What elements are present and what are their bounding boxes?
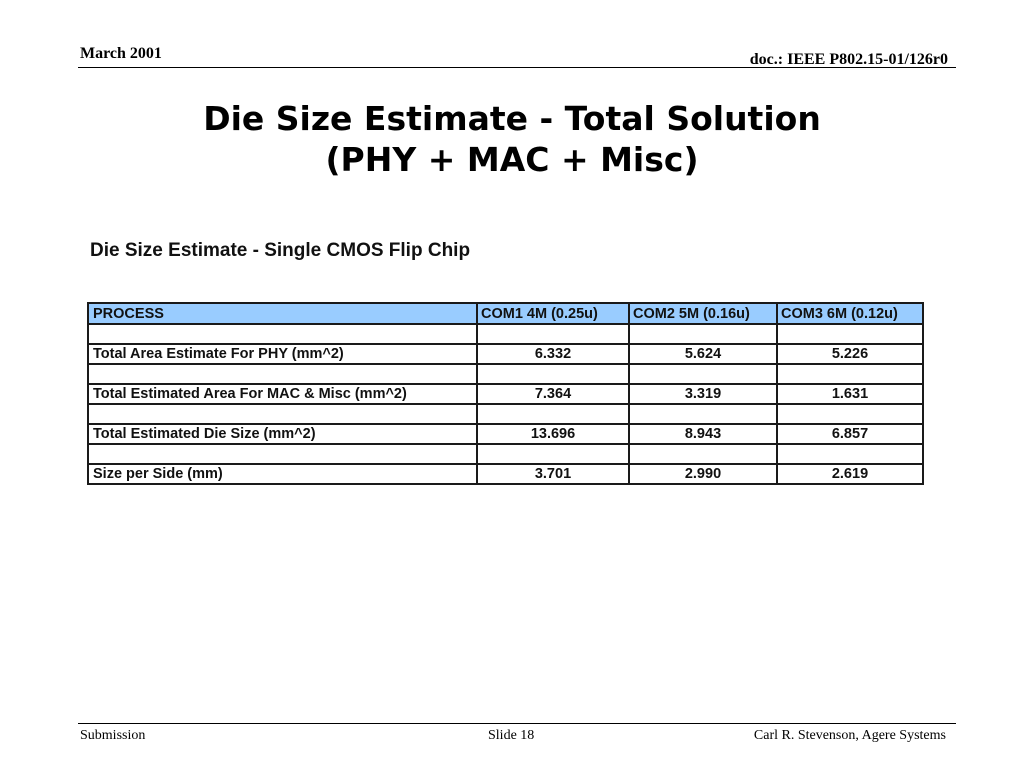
table-row: [88, 384, 923, 404]
figure-subtitle: Die Size Estimate - Single CMOS Flip Chip: [90, 240, 471, 261]
value-cell: 2.990: [629, 464, 777, 484]
value-cell: 6.857: [777, 424, 923, 444]
value-cell: 3.319: [629, 384, 777, 404]
value-cell: [477, 364, 629, 384]
value-cell: [477, 404, 629, 424]
footer-slide-number: Slide 18: [488, 728, 535, 743]
value-cell: [629, 444, 777, 464]
row-label-cell: Total Area Estimate For PHY (mm^2): [88, 344, 477, 364]
column-header: PROCESS: [88, 303, 477, 324]
slide-title-line-2: (PHY + MAC + Misc): [325, 140, 699, 179]
table-row: [88, 364, 923, 384]
footer-author: Carl R. Stevenson, Agere Systems: [753, 728, 946, 743]
table-row: [88, 464, 923, 484]
value-cell: [777, 444, 923, 464]
value-cell: 3.701: [477, 464, 629, 484]
slide-title: [0, 98, 1024, 180]
footer-submission: Submission: [80, 728, 146, 743]
value-cell: [477, 444, 629, 464]
slide-title-line-1: Die Size Estimate - Total Solution: [203, 99, 821, 138]
value-cell: 1.631: [777, 384, 923, 404]
value-cell: [777, 364, 923, 384]
table-row: [88, 324, 923, 344]
value-cell: [477, 324, 629, 344]
value-cell: 5.624: [629, 344, 777, 364]
footer-rule: [78, 723, 956, 724]
column-header: COM3 6M (0.12u): [777, 303, 923, 324]
value-cell: 13.696: [477, 424, 629, 444]
header-doc-id: doc.: IEEE P802.15-01/126r0: [749, 51, 948, 68]
row-label-cell: [88, 444, 477, 464]
row-label-cell: Total Estimated Area For MAC & Misc (mm^2): [88, 384, 477, 404]
die-size-table: [87, 302, 924, 485]
row-label-cell: [88, 404, 477, 424]
table-header-row: [88, 303, 923, 324]
table-row: [88, 444, 923, 464]
value-cell: [777, 404, 923, 424]
table-row: [88, 344, 923, 364]
column-header: COM2 5M (0.16u): [629, 303, 777, 324]
value-cell: [629, 364, 777, 384]
value-cell: [777, 324, 923, 344]
table-row: [88, 424, 923, 444]
row-label-cell: [88, 364, 477, 384]
value-cell: 2.619: [777, 464, 923, 484]
table-body: [88, 324, 923, 484]
value-cell: 7.364: [477, 384, 629, 404]
value-cell: [629, 404, 777, 424]
header-rule: [78, 67, 956, 68]
table-row: [88, 404, 923, 424]
value-cell: [629, 324, 777, 344]
row-label-cell: Size per Side (mm): [88, 464, 477, 484]
value-cell: 5.226: [777, 344, 923, 364]
value-cell: 8.943: [629, 424, 777, 444]
value-cell: 6.332: [477, 344, 629, 364]
row-label-cell: [88, 324, 477, 344]
column-header: COM1 4M (0.25u): [477, 303, 629, 324]
header-date: March 2001: [80, 45, 162, 62]
row-label-cell: Total Estimated Die Size (mm^2): [88, 424, 477, 444]
